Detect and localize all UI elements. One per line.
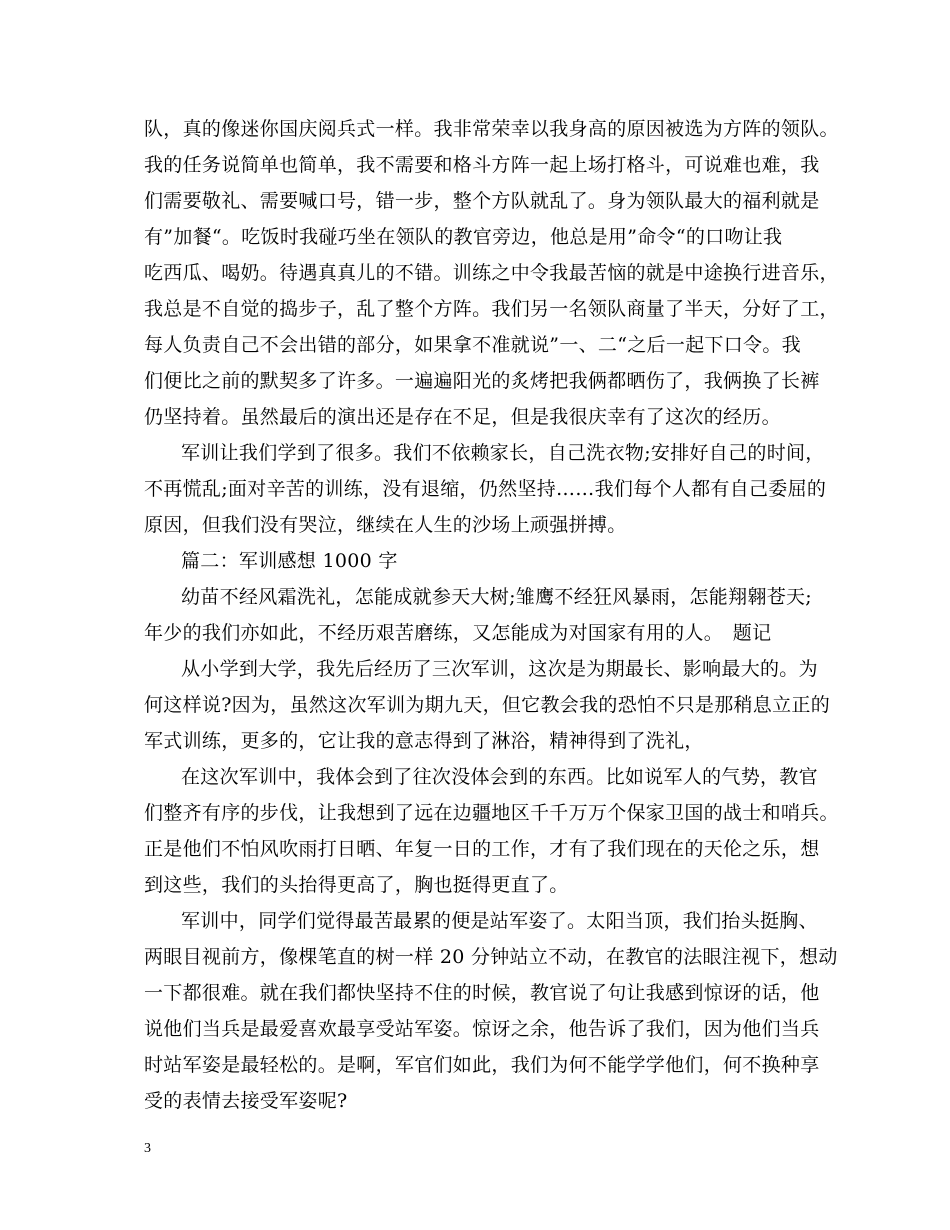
text-line: 不再慌乱;面对辛苦的训练，没有退缩，仍然坚持……我们每个人都有自己委屈的 — [144, 478, 827, 500]
text-line: 们需要敬礼、需要喊口号，错一步，整个方队就乱了。身为领队最大的福利就是 — [144, 190, 820, 212]
text-line: 何这样说?因为，虽然这次军训为期九天，但它教会我的恐怕不只是那稍息立正的 — [144, 694, 830, 716]
paragraph-first-line: 在这次军训中，我体会到了往次没体会到的东西。比如说军人的气势，教官 — [181, 766, 818, 788]
text-line: 年少的我们亦如此，不经历艰苦磨练，又怎能成为对国家有用的人。 题记 — [144, 622, 772, 644]
paragraph-first-line: 幼苗不经风霜洗礼，怎能成就参天大树;雏鹰不经狂风暴雨，怎能翔翱苍天; — [181, 586, 813, 608]
text-line: 到这些，我们的头抬得更高了，胸也挺得更直了。 — [144, 874, 569, 896]
text-line: 有”加餐“。吃饭时我碰巧坐在领队的教官旁边，他总是用”命令“的口吻让我 — [144, 226, 783, 248]
page-number: 3 — [144, 1141, 151, 1156]
text-line: 队，真的像迷你国庆阅兵式一样。我非常荣幸以我身高的原因被选为方阵的领队。 — [144, 118, 839, 140]
paragraph-first-line: 军训让我们学到了很多。我们不依赖家长，自己洗衣物;安排好自己的时间， — [181, 442, 825, 464]
text-line: 正是他们不怕风吹雨打日晒、年复一日的工作，才有了我们现在的天伦之乐，想 — [144, 838, 820, 860]
paragraph-first-line: 从小学到大学，我先后经历了三次军训，这次是为期最长、影响最大的。为 — [181, 658, 818, 680]
text-line: 原因，但我们没有哭泣，继续在人生的沙场上顽强拼搏。 — [144, 514, 627, 536]
text-line: 受的表情去接受军姿呢? — [144, 1090, 348, 1112]
text-line: 两眼目视前方，像棵笔直的树一样 20 分钟站立不动，在教官的法眼注视下，想动 — [144, 946, 838, 968]
text-line: 我总是不自觉的捣步子，乱了整个方阵。我们另一名领队商量了半天，分好了工， — [144, 298, 839, 320]
text-line: 们便比之前的默契多了许多。一遍遍阳光的炙烤把我俩都晒伤了，我俩换了长裤 — [144, 370, 820, 392]
text-line: 我的任务说简单也简单，我不需要和格斗方阵一起上场打格斗，可说难也难，我 — [144, 154, 820, 176]
text-line: 们整齐有序的步伐，让我想到了远在边疆地区千千万万个保家卫国的战士和哨兵。 — [144, 802, 839, 824]
text-line: 每人负责自己不会出错的部分，如果拿不准就说”一、二“之后一起下口令。我 — [144, 334, 801, 356]
text-line: 时站军姿是最轻松的。是啊，军官们如此，我们为何不能学学他们，何不换种享 — [144, 1054, 820, 1076]
text-line: 军式训练，更多的，它让我的意志得到了淋浴，精神得到了洗礼， — [144, 730, 704, 752]
text-line: 仍坚持着。虽然最后的演出还是存在不足，但是我很庆幸有了这次的经历。 — [144, 406, 781, 428]
section-heading: 篇二：军训感想 1000 字 — [181, 550, 398, 572]
text-line: 说他们当兵是最爱喜欢最享受站军姿。惊讶之余，他告诉了我们，因为他们当兵 — [144, 1018, 820, 1040]
paragraph-first-line: 军训中，同学们觉得最苦最累的便是站军姿了。太阳当顶，我们抬头挺胸、 — [181, 910, 818, 932]
text-line: 吃西瓜、喝奶。待遇真真儿的不错。训练之中令我最苦恼的就是中途换行进音乐， — [144, 262, 839, 284]
text-line: 一下都很难。就在我们都快坚持不住的时候，教官说了句让我感到惊讶的话，他 — [144, 982, 820, 1004]
